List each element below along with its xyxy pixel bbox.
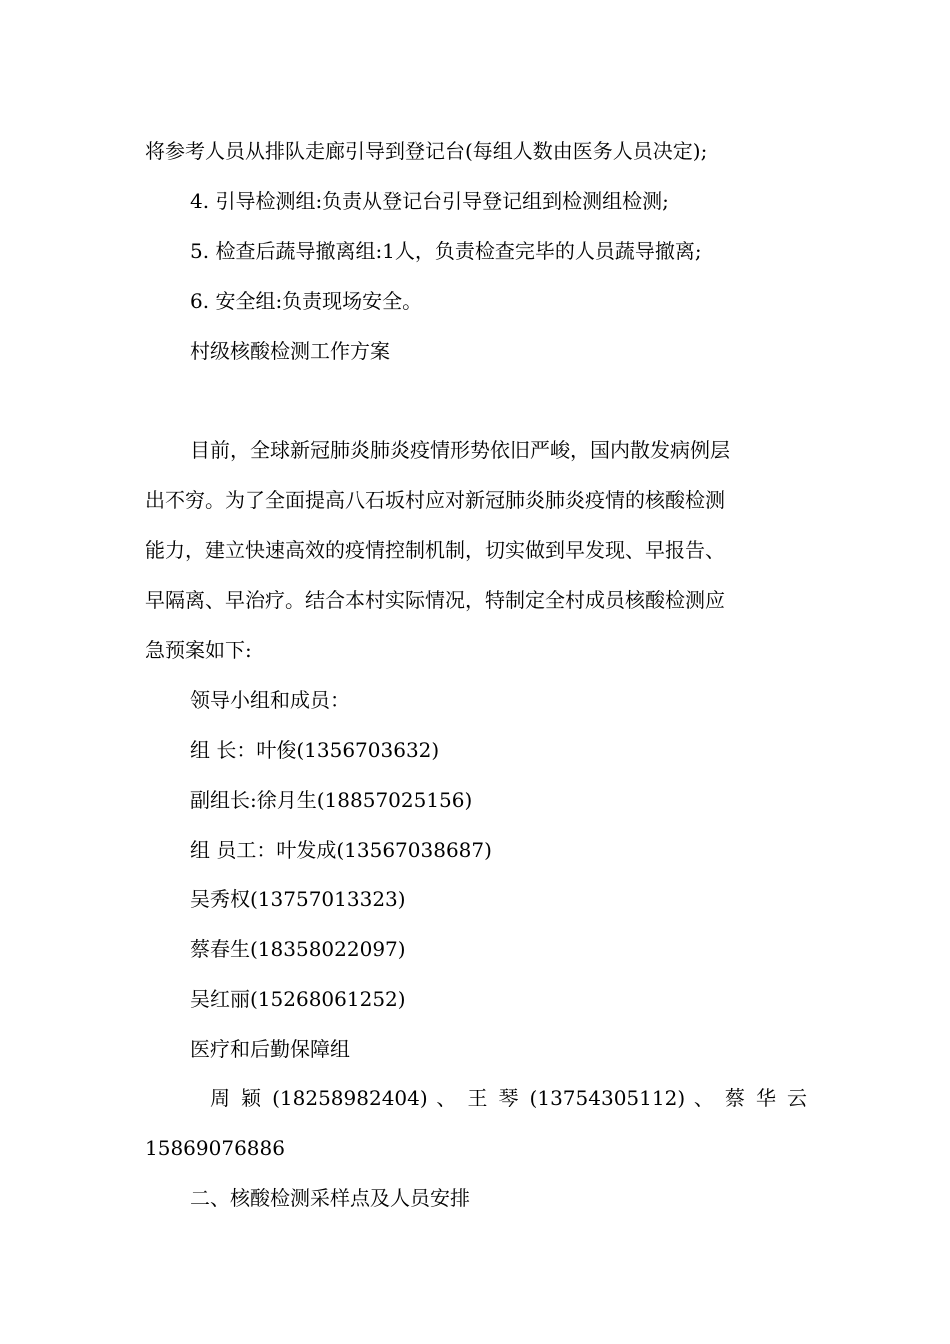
text-line: 将参考人员从排队走廊引导到登记台(每组人数由医务人员决定); (145, 139, 708, 163)
medical-contacts-continued: 15869076886 (145, 1136, 285, 1160)
intro-paragraph-line: 能力，建立快速高效的疫情控制机制，切实做到早发现、早报告、 (145, 538, 725, 562)
leadership-member: 吴秀权(13757013323) (190, 887, 406, 911)
intro-paragraph-line: 急预案如下: (145, 638, 252, 662)
leadership-member: 组 长：叶俊(1356703632) (190, 738, 440, 762)
leadership-member: 吴红丽(15268061252) (190, 987, 406, 1011)
intro-paragraph-line: 目前，全球新冠肺炎肺炎疫情形势依旧严峻，国内散发病例层 (190, 438, 730, 462)
list-item-5: 5. 检查后蔬导撤离组:1人，负责检查完毕的人员蔬导撤离; (190, 239, 702, 263)
medical-heading: 医疗和后勤保障组 (190, 1037, 350, 1061)
leadership-member: 蔡春生(18358022097) (190, 937, 406, 961)
medical-contacts: 周 颖 (18258982404) 、 王 琴 (13754305112) 、 蔡 华 云 (210, 1086, 807, 1110)
leadership-member: 组 员工：叶发成(13567038687) (190, 838, 492, 862)
intro-paragraph-line: 早隔离、早治疗。结合本村实际情况，特制定全村成员核酸检测应 (145, 588, 725, 612)
section-heading: 二、核酸检测采样点及人员安排 (190, 1186, 470, 1210)
leadership-member: 副组长:徐月生(18857025156) (190, 788, 473, 812)
list-item-6: 6. 安全组:负责现场安全。 (190, 289, 423, 313)
leadership-heading: 领导小组和成员： (190, 688, 350, 712)
intro-paragraph-line: 出不穷。为了全面提高八石坂村应对新冠肺炎肺炎疫情的核酸检测 (145, 488, 725, 512)
section-title: 村级核酸检测工作方案 (190, 339, 390, 363)
list-item-4: 4. 引导检测组:负责从登记台引导登记组到检测组检测; (190, 189, 669, 213)
